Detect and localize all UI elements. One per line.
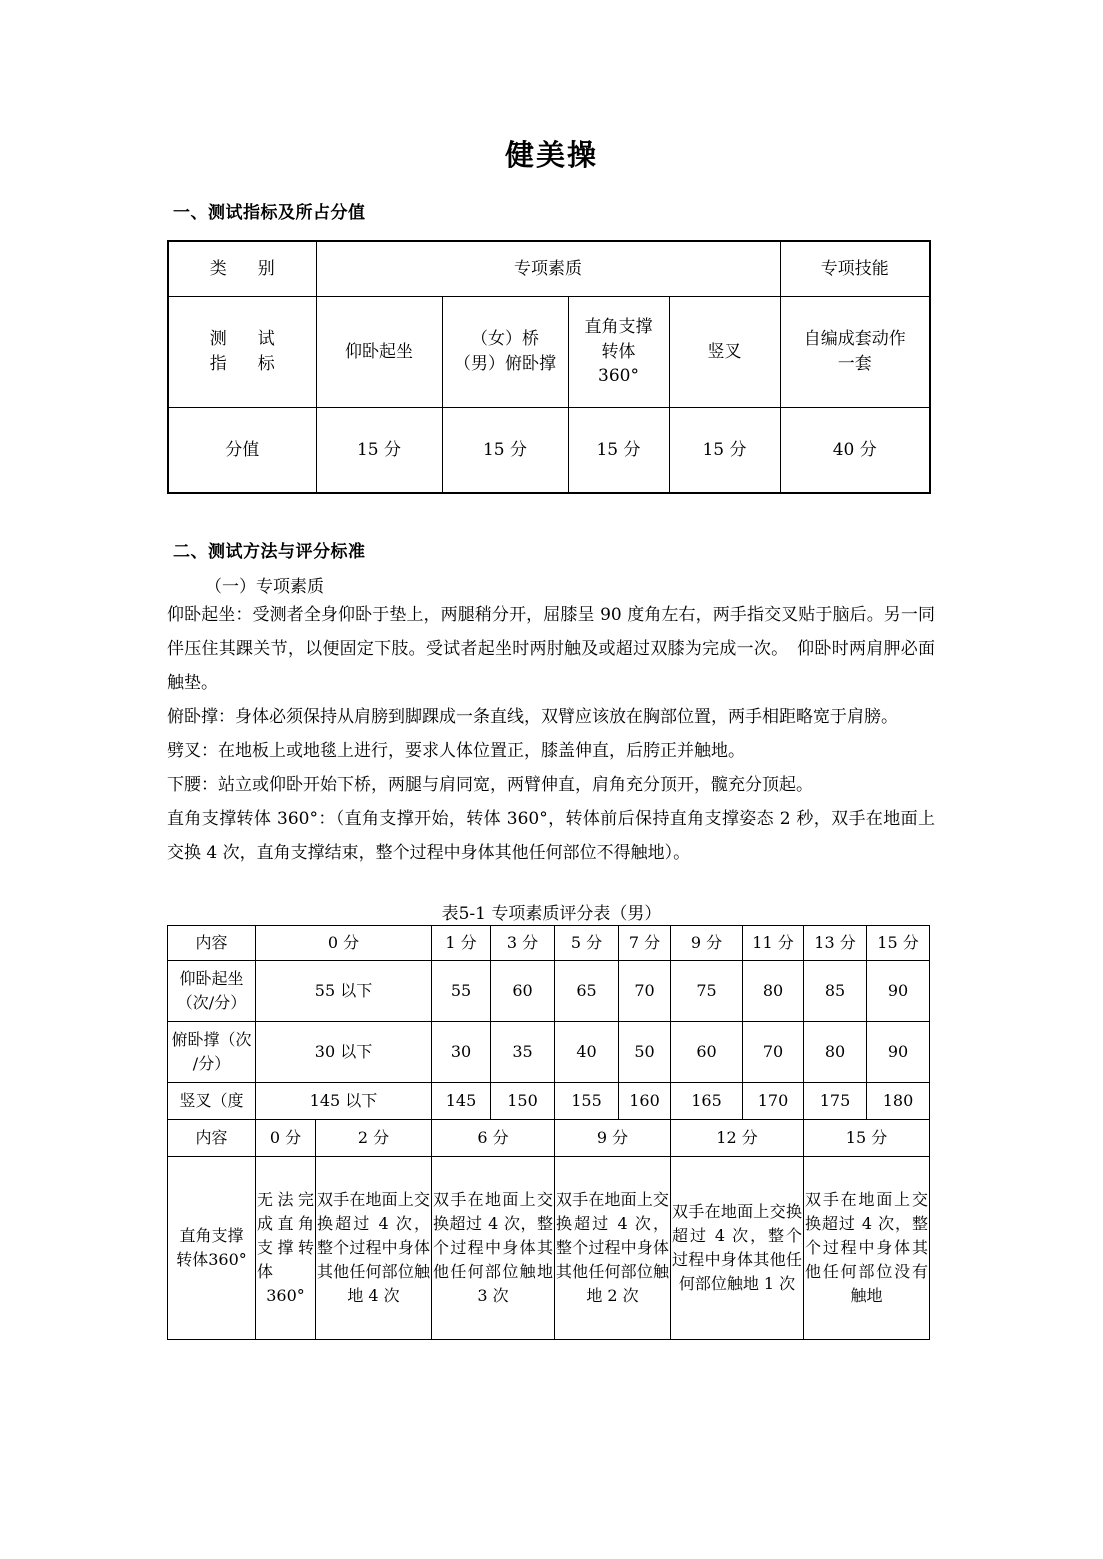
cell-score-split: 15 分 — [669, 408, 780, 494]
table-cell: 40 — [555, 1022, 619, 1083]
header-15-points-2: 15 分 — [804, 1120, 930, 1157]
cell-lsupport-2: 双手在地面上交换超过 4 次，整个过程中身体其他任何部位触地 4 次 — [316, 1157, 432, 1340]
table-cell: 175 — [804, 1083, 867, 1120]
section-heading-2: 二、测试方法与评分标准 — [173, 542, 366, 562]
cell-lsupport-turn: 直角支撑 转体 360° — [568, 297, 669, 408]
table-row-split — [168, 1083, 930, 1120]
paragraph-backbend: 下腰：站立或仰卧开始下桥，两腿与肩同宽，两臂伸直，肩角充分顶开，髋充分顶起。 — [167, 775, 813, 795]
cell-category-label: 类 别 — [168, 241, 316, 297]
cell-split-zero: 145 以下 — [256, 1083, 432, 1120]
header-content: 内容 — [168, 926, 256, 961]
table-cell: 165 — [671, 1083, 743, 1120]
cell-situps-zero: 55 以下 — [256, 961, 432, 1022]
table-cell: 155 — [555, 1083, 619, 1120]
score-distribution-table — [167, 240, 931, 494]
subsection-heading: （一）专项素质 — [205, 577, 324, 597]
header-7-points: 7 分 — [619, 926, 671, 961]
cell-score-choreography: 40 分 — [780, 408, 930, 494]
cell-lsupport-15: 双手在地面上交换超过 4 次，整个过程中身体其他任何部位没有触地 — [804, 1157, 930, 1340]
table-cell: 70 — [743, 1022, 804, 1083]
table-row-pushups — [168, 1022, 930, 1083]
table-cell: 180 — [867, 1083, 930, 1120]
cell-special-skill: 专项技能 — [780, 241, 930, 297]
table-cell: 75 — [671, 961, 743, 1022]
table-cell: 80 — [743, 961, 804, 1022]
header-0-points-2: 0 分 — [256, 1120, 316, 1157]
table-cell: 90 — [867, 961, 930, 1022]
row-label-lsupport: 直角支撑 转体360° — [168, 1157, 256, 1340]
header-13-points: 13 分 — [804, 926, 867, 961]
cell-special-quality: 专项素质 — [316, 241, 780, 297]
body-text-block — [167, 598, 935, 870]
table-cell: 65 — [555, 961, 619, 1022]
cell-test-index-label: 测 试 指 标 — [168, 297, 316, 408]
paragraph-splits: 劈叉：在地板上或地毯上进行，要求人体位置正，膝盖伸直，后胯正并触地。 — [167, 741, 745, 761]
cell-bridge-pushup: （女）桥 （男）俯卧撑 — [442, 297, 568, 408]
cell-score-situps: 15 分 — [316, 408, 442, 494]
header-9-points-2: 9 分 — [555, 1120, 671, 1157]
header-2-points: 2 分 — [316, 1120, 432, 1157]
table-row-lsupport — [168, 1157, 930, 1340]
table-cell: 85 — [804, 961, 867, 1022]
table-cell: 80 — [804, 1022, 867, 1083]
page-title: 健美操 — [504, 138, 598, 172]
cell-lsupport-6: 双手在地面上交换超过 4 次，整个过程中身体其他任何部位触地 3 次 — [432, 1157, 555, 1340]
header-15-points: 15 分 — [867, 926, 930, 961]
header-11-points: 11 分 — [743, 926, 804, 961]
row-label-split: 竖叉（度 — [168, 1083, 256, 1120]
header-1-point: 1 分 — [432, 926, 491, 961]
table-cell: 30 — [432, 1022, 491, 1083]
table-cell: 60 — [491, 961, 555, 1022]
quality-scoring-table — [167, 925, 930, 1340]
cell-vertical-split: 竖叉 — [669, 297, 780, 408]
cell-pushups-zero: 30 以下 — [256, 1022, 432, 1083]
header-0-points: 0 分 — [256, 926, 432, 961]
table-header-row-bottom — [168, 1120, 930, 1157]
table-cell: 35 — [491, 1022, 555, 1083]
header-3-points: 3 分 — [491, 926, 555, 961]
table-cell: 150 — [491, 1083, 555, 1120]
cell-score-lsupport: 15 分 — [568, 408, 669, 494]
table-cell: 90 — [867, 1022, 930, 1083]
cell-score-label: 分值 — [168, 408, 316, 494]
cell-lsupport-9: 双手在地面上交换超过 4 次，整个过程中身体其他任何部位触地 2 次 — [555, 1157, 671, 1340]
paragraph-lsupport: 直角支撑转体 360°：（直角支撑开始，转体 360°，转体前后保持直角支撑姿态 2 秒，双手在地面上交换 4 次，直角支撑结束，整个过程中身体其他任何部位不得触地）。 — [167, 809, 935, 863]
paragraph-situps: 仰卧起坐：受测者全身仰卧于垫上，两腿稍分开，屈膝呈 90 度角左右，两手指交叉贴于脑后。另一同伴压住其踝关节，以便固定下肢。受试者起坐时两肘触及或超过双膝为完成一次。 仰卧时两肩胛必面触垫。 — [167, 605, 935, 693]
row-label-pushups: 俯卧撑（次 /分） — [168, 1022, 256, 1083]
table-cell: 170 — [743, 1083, 804, 1120]
table-row-situps — [168, 961, 930, 1022]
cell-situps: 仰卧起坐 — [316, 297, 442, 408]
table-cell: 55 — [432, 961, 491, 1022]
table-cell: 70 — [619, 961, 671, 1022]
table-cell: 145 — [432, 1083, 491, 1120]
header-6-points: 6 分 — [432, 1120, 555, 1157]
header-5-points: 5 分 — [555, 926, 619, 961]
table-row — [168, 297, 930, 408]
table-row — [168, 241, 930, 297]
table-cell: 50 — [619, 1022, 671, 1083]
cell-score-bridge: 15 分 — [442, 408, 568, 494]
header-12-points: 12 分 — [671, 1120, 804, 1157]
header-9-points: 9 分 — [671, 926, 743, 961]
cell-self-choreography: 自编成套动作 一套 — [780, 297, 930, 408]
table-caption: 表5-1 专项素质评分表（男） — [441, 904, 662, 924]
table-row — [168, 408, 930, 494]
table-cell: 160 — [619, 1083, 671, 1120]
table-header-row-top — [168, 926, 930, 961]
paragraph-pushups: 俯卧撑：身体必须保持从肩膀到脚踝成一条直线，双臂应该放在胸部位置，两手相距略宽于肩膀。 — [167, 707, 898, 727]
table-cell: 60 — [671, 1022, 743, 1083]
section-heading-1: 一、测试指标及所占分值 — [173, 203, 366, 223]
cell-lsupport-12: 双手在地面上交换超过 4 次，整个过程中身体其他任何部位触地 1 次 — [671, 1157, 804, 1340]
header-content-2: 内容 — [168, 1120, 256, 1157]
cell-lsupport-0: 无法完成直角支撑转体 360° — [256, 1157, 316, 1340]
row-label-situps: 仰卧起坐 （次/分） — [168, 961, 256, 1022]
